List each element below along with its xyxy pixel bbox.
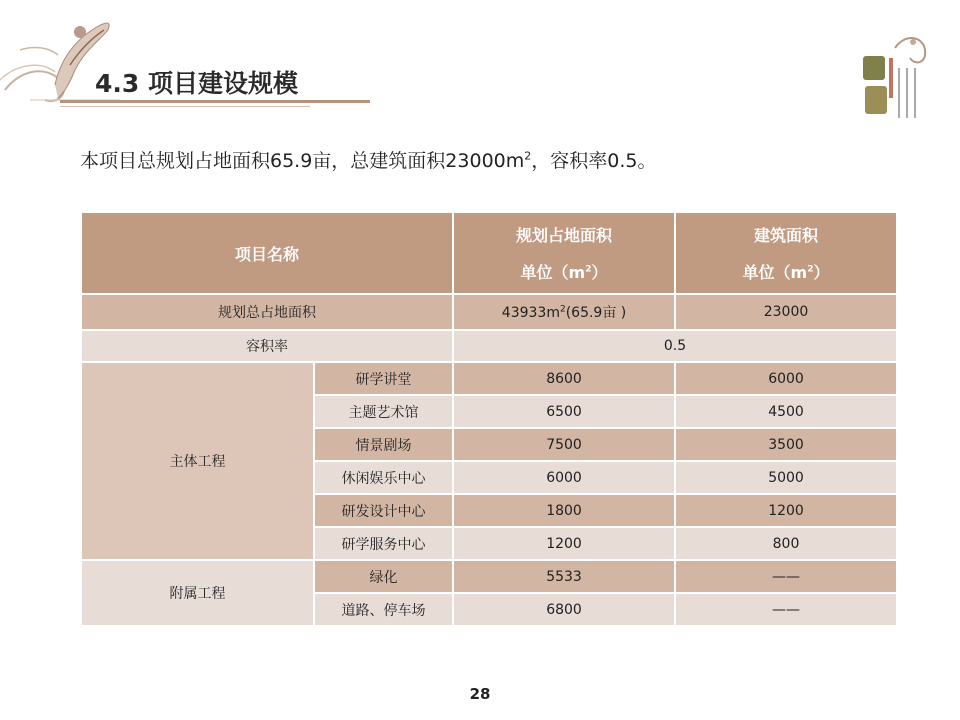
total-land-value: 43933m [501,305,560,321]
dunhuang-logo-icon [855,28,930,128]
title-underline-thin [60,106,310,107]
table-row [81,560,897,593]
row-name: 主题艺术馆 [314,395,453,428]
header-land-unit-sup: 2 [585,264,592,275]
row-land: 6000 [453,461,675,494]
intro-suffix: ，容积率0.5。 [531,150,657,172]
total-building: 23000 [675,294,897,330]
header-project-name [81,212,453,294]
aux-group-label: 附属工程 [81,560,314,626]
row-name: 研学服务中心 [314,527,453,560]
header-land-area-label: 规划占地面积 [516,226,613,245]
table-header-row [81,212,897,294]
row-land: 7500 [453,428,675,461]
header-land-area-unit [454,260,674,283]
ratio-label: 容积率 [81,330,453,362]
total-land-suffix: (65.9亩 ) [565,305,627,321]
total-land-sup: 2 [559,304,566,315]
table-row [81,362,897,395]
row-name: 道路、停车场 [314,593,453,626]
row-name: 研发设计中心 [314,494,453,527]
row-building: 4500 [675,395,897,428]
header-project-name-label: 项目名称 [235,244,300,264]
row-name: 绿化 [314,560,453,593]
row-name: 研学讲堂 [314,362,453,395]
row-land: 6800 [453,593,675,626]
header-land-unit-prefix: 单位（m [520,263,586,282]
row-land: 6500 [453,395,675,428]
row-building: —— [675,560,897,593]
ratio-value: 0.5 [453,330,897,362]
main-group-label: 主体工程 [81,362,314,560]
intro-sup: 2 [524,149,532,163]
header-building-area-label: 建筑面积 [754,226,819,245]
row-land: 8600 [453,362,675,395]
row-land: 5533 [453,560,675,593]
title-underline [60,100,370,103]
row-building: —— [675,593,897,626]
table-row-total [81,294,897,330]
intro-prefix: 本项目总规划占地面积65.9亩，总建筑面积23000m [80,150,525,172]
row-land: 1800 [453,494,675,527]
header-building-unit-prefix: 单位（m [742,263,808,282]
page-number: 28 [469,685,491,703]
header-land-unit-suffix: ） [591,263,608,282]
table-row-ratio [81,330,897,362]
row-building: 6000 [675,362,897,395]
header-building-unit-sup: 2 [807,264,814,275]
total-label: 规划总占地面积 [81,294,453,330]
header-building-unit-suffix: ） [813,263,830,282]
row-building: 800 [675,527,897,560]
row-name: 休闲娱乐中心 [314,461,453,494]
header-building-area-unit [676,260,896,283]
header-land-area [453,212,675,294]
scale-table [80,211,898,627]
row-building: 3500 [675,428,897,461]
row-land: 1200 [453,527,675,560]
intro-text [80,146,656,173]
row-name: 情景剧场 [314,428,453,461]
row-building: 1200 [675,494,897,527]
page-title: 4.3 项目建设规模 [95,69,298,98]
row-building: 5000 [675,461,897,494]
header-building-area [675,212,897,294]
total-land [453,294,675,330]
